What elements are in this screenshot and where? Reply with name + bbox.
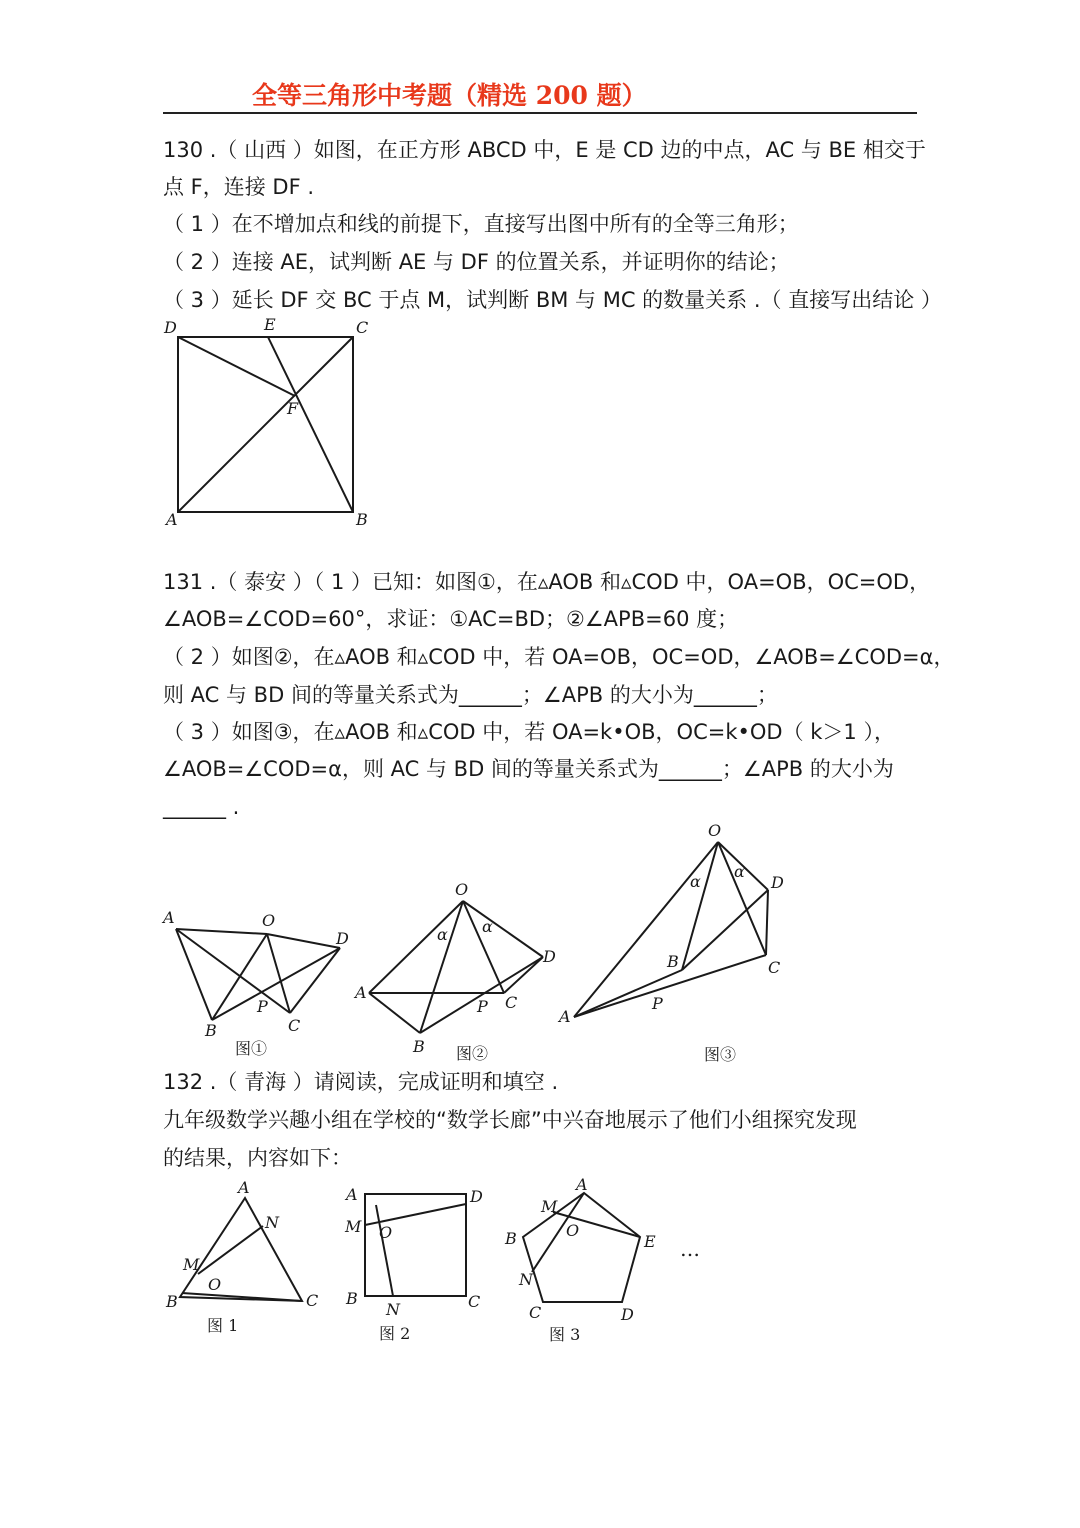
p3-label-a: A: [576, 1175, 588, 1194]
q130-line-1: 130 .（ 山西 ）如图，在正方形 ABCD 中，E 是 CD 边的中点，AC 与 BE 相交于: [163, 138, 926, 162]
p2-label-d: D: [470, 1187, 483, 1206]
q131-line-5: （ 3 ）如图③，在▵AOB 和▵COD 中，若 OA=k•OB，OC=k•OD（ k＞1 ），: [163, 720, 895, 744]
q131-line-3: （ 2 ）如图②，在▵AOB 和▵COD 中，若 OA=OB，OC=OD，∠AOB=∠COD=α，: [163, 645, 955, 669]
fig1-caption: 图①: [235, 1039, 268, 1058]
p3-label-d: D: [621, 1305, 634, 1324]
fig1-label-a: A: [163, 908, 175, 927]
p3-label-m: M: [541, 1197, 558, 1216]
fig2-label-d: D: [543, 947, 556, 966]
q130-line-5: （ 3 ）延长 DF 交 BC 于点 M，试判断 BM 与 MC 的数量关系 .（ 直接写出结论 ）: [163, 288, 942, 312]
document-header-title: 全等三角形中考题（精选 200 题）: [252, 81, 647, 110]
fig3-label-a: A: [559, 1007, 571, 1026]
fig1-label-o: O: [262, 911, 276, 930]
p2-label-m: M: [345, 1217, 362, 1236]
label-c: C: [356, 318, 369, 337]
p2-label-c: C: [468, 1292, 481, 1311]
p1-label-a: A: [238, 1178, 250, 1197]
fig2-label-a: A: [355, 983, 367, 1002]
q131-line-2: ∠AOB=∠COD=60°，求证：①AC=BD；②∠APB=60 度；: [163, 607, 739, 631]
p1-label-n: N: [265, 1213, 279, 1232]
p2-label-n: N: [386, 1300, 400, 1319]
p3-caption: 图 3: [549, 1325, 581, 1344]
fig3-label-c: C: [768, 958, 781, 977]
p3-label-b: B: [505, 1229, 517, 1248]
q132-line-3: 的结果，内容如下：: [163, 1146, 352, 1170]
fig3-label-o: O: [708, 821, 722, 840]
fig2-label-alpha-1: α: [437, 925, 448, 944]
p3-label-n: N: [519, 1270, 533, 1289]
q132-figure-3: [504, 1175, 700, 1344]
label-d: D: [164, 318, 177, 337]
label-e: E: [264, 315, 276, 334]
fig2-label-alpha-2: α: [482, 917, 493, 936]
q132-figure-2: [344, 1185, 483, 1343]
fig1-label-b: B: [205, 1021, 217, 1040]
p1-caption: 图 1: [207, 1316, 239, 1335]
fig2-label-b: B: [413, 1037, 425, 1056]
p1-label-b: B: [166, 1292, 178, 1311]
p1-label-c: C: [306, 1291, 319, 1310]
p3-ellipsis: …: [680, 1237, 700, 1261]
label-f: F: [287, 399, 299, 418]
fig3-label-alpha-1: α: [690, 872, 701, 891]
p2-label-a: A: [346, 1185, 358, 1204]
q132-line-1: 132 .（ 青海 ）请阅读，完成证明和填空 .: [163, 1070, 559, 1094]
fig2-label-o: O: [455, 880, 469, 899]
q131-line-7: ______ .: [163, 795, 240, 819]
fig1-label-d: D: [336, 929, 349, 948]
q131-line-1: 131 .（ 泰安 ）（ 1 ）已知：如图①，在▵AOB 和▵COD 中，OA=OB，OC=OD，: [163, 570, 931, 594]
p1-label-m: M: [183, 1255, 200, 1274]
p2-caption: 图 2: [379, 1324, 411, 1343]
label-b: B: [356, 510, 368, 529]
p3-label-o: O: [566, 1221, 580, 1240]
fig3-label-p: P: [652, 994, 663, 1013]
fig3-label-d: D: [771, 873, 784, 892]
q132-line-2: 九年级数学兴趣小组在学校的“数学长廊”中兴奋地展示了他们小组探究发现: [163, 1108, 857, 1132]
q130-line-3: （ 1 ）在不增加点和线的前提下，直接写出图中所有的全等三角形；: [163, 212, 799, 236]
label-a: A: [166, 510, 178, 529]
fig3-label-alpha-2: α: [734, 862, 745, 881]
fig1-label-c: C: [288, 1016, 301, 1035]
p1-label-o: O: [208, 1275, 222, 1294]
q131-line-6: ∠AOB=∠COD=α，则 AC 与 BD 间的等量关系式为______；∠APB 的大小为: [163, 757, 894, 781]
q130-line-4: （ 2 ）连接 AE，试判断 AE 与 DF 的位置关系，并证明你的结论；: [163, 250, 790, 274]
q132-figure-1: [165, 1178, 318, 1335]
q131-line-4: 则 AC 与 BD 间的等量关系式为______；∠APB 的大小为______；: [163, 683, 778, 707]
p2-label-b: B: [346, 1289, 358, 1308]
fig3-caption: 图③: [704, 1045, 737, 1064]
p3-label-e: E: [644, 1232, 656, 1251]
fig1-label-p: P: [257, 997, 268, 1016]
fig3-label-b: B: [667, 952, 679, 971]
q130-line-2: 点 F，连接 DF .: [163, 175, 315, 199]
p3-label-c: C: [529, 1303, 542, 1322]
fig2-label-p: P: [477, 997, 488, 1016]
fig2-caption: 图②: [456, 1044, 489, 1063]
fig2-label-c: C: [505, 993, 518, 1012]
p2-label-o: O: [379, 1223, 393, 1242]
